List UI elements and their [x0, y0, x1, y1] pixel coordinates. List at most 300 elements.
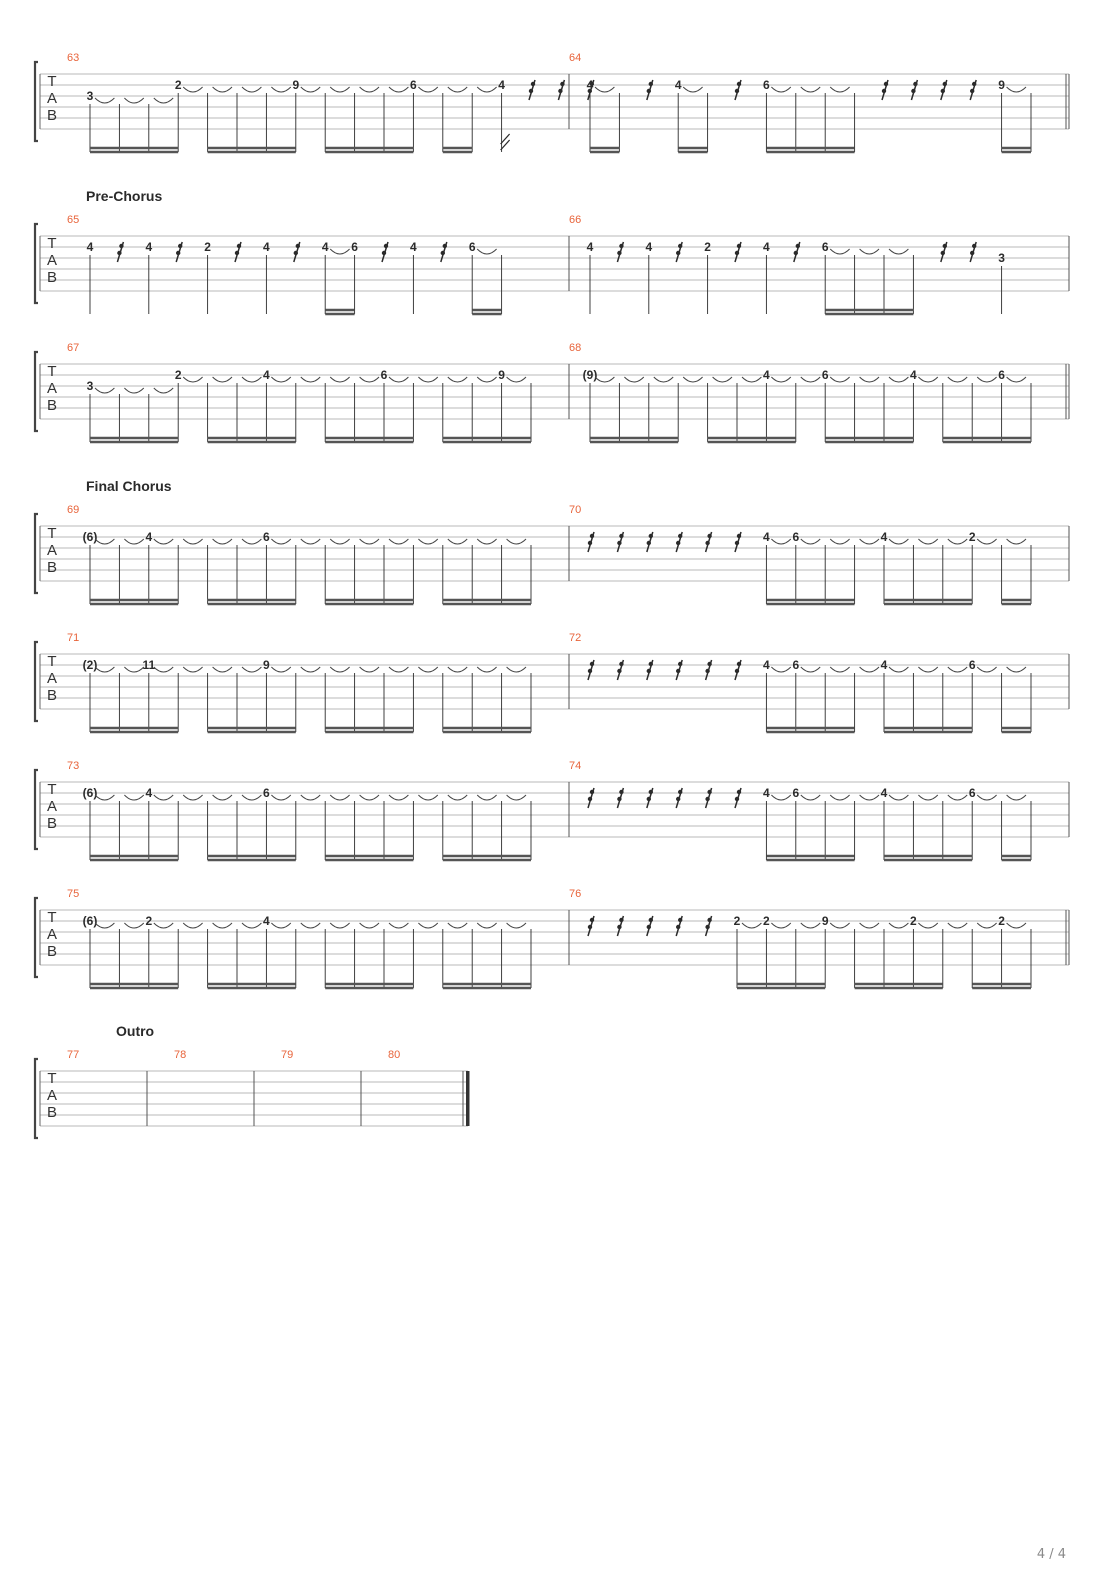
tie-arc	[860, 667, 879, 672]
tie-arc	[389, 923, 408, 928]
rest-flag	[382, 251, 386, 255]
bar-number: 71	[67, 632, 80, 644]
rest-flag	[384, 244, 388, 248]
bar-number: 64	[569, 52, 582, 64]
tie-arc	[889, 667, 908, 672]
fret-number: 4	[763, 368, 770, 382]
tie-arc	[389, 795, 408, 800]
measure	[67, 342, 569, 442]
tab-clef-letter: T	[47, 73, 57, 90]
measure	[67, 760, 569, 860]
bar-number: 68	[569, 342, 582, 354]
end-barline-thick	[466, 1071, 470, 1126]
tie-arc	[242, 377, 261, 382]
fret-number: 3	[86, 379, 94, 393]
rest-flag	[676, 669, 680, 673]
tie-arc	[389, 539, 408, 544]
tie-arc	[507, 539, 526, 544]
rest-flag	[737, 662, 741, 666]
tie-arc	[418, 795, 437, 800]
tie-arc	[830, 249, 849, 254]
fret-number: 3	[998, 251, 1005, 265]
tie-arc	[860, 249, 879, 254]
tie-arc	[918, 377, 937, 382]
measure	[569, 214, 1069, 314]
measure	[569, 342, 1069, 442]
rest-flag	[913, 82, 917, 86]
tie-arc	[330, 377, 349, 382]
tie-arc	[889, 539, 908, 544]
fret-number: 6	[410, 78, 417, 92]
fret-number: 4	[86, 240, 94, 254]
tie-arc	[771, 923, 790, 928]
fret-number: 4	[763, 240, 770, 254]
rest-flag	[884, 82, 888, 86]
measure	[569, 632, 1069, 732]
tab-clef-letter: B	[46, 943, 58, 960]
fret-number: 2	[733, 914, 741, 928]
fret-number: 2	[145, 914, 153, 928]
tie-arc	[213, 667, 232, 672]
tab-system	[35, 342, 1069, 442]
rest-flag	[735, 251, 739, 255]
fret-number: 11	[142, 658, 156, 672]
rest-flag	[970, 251, 974, 255]
rest-flag	[619, 918, 623, 922]
tie-arc	[418, 539, 437, 544]
fret-number: 9	[498, 368, 505, 382]
tab-clef-letter: B	[46, 107, 58, 124]
tie-arc	[95, 388, 114, 393]
tie-arc	[242, 795, 261, 800]
tie-arc	[477, 87, 496, 92]
page-number: 4 / 4	[1036, 1547, 1066, 1562]
fret-number: 6	[351, 240, 358, 254]
measure	[67, 504, 569, 604]
fret-number: 2	[204, 240, 211, 254]
rest-flag	[619, 534, 623, 538]
tie-arc	[389, 87, 408, 92]
tie-arc	[154, 667, 173, 672]
bar-number: 78	[174, 1049, 187, 1061]
tie-arc	[860, 795, 879, 800]
measure	[67, 888, 569, 988]
tie-arc	[330, 795, 349, 800]
system-bracket	[35, 898, 38, 977]
rest-flag	[649, 82, 653, 86]
fret-number: 6	[468, 240, 476, 254]
bar-number: 76	[569, 888, 582, 900]
section-label: Pre-Chorus	[86, 188, 163, 204]
tie-arc	[977, 923, 996, 928]
rest-flag	[617, 925, 621, 929]
rest-flag	[176, 251, 180, 255]
tie-arc	[830, 539, 849, 544]
tie-arc	[301, 377, 320, 382]
tie-arc	[1007, 87, 1026, 92]
tie-arc	[477, 539, 496, 544]
rest-flag	[943, 82, 947, 86]
tie-arc	[948, 795, 967, 800]
tab-clef-letter: T	[47, 781, 57, 798]
tab-system	[35, 1023, 470, 1138]
fret-number: 4	[674, 78, 682, 92]
bar-number: 70	[569, 504, 582, 516]
system-bracket	[35, 62, 38, 141]
tie-arc	[948, 923, 967, 928]
tab-clef-letter: A	[46, 1087, 58, 1104]
rest-flag	[705, 797, 709, 801]
fret-number: 2	[910, 914, 917, 928]
system-bracket	[35, 352, 38, 431]
tie-arc	[477, 923, 496, 928]
rest-flag	[678, 244, 682, 248]
tie-arc	[624, 377, 643, 382]
fret-number: 2	[968, 530, 976, 544]
tie-arc	[95, 539, 114, 544]
tie-arc	[1007, 795, 1026, 800]
measure	[67, 632, 569, 732]
rest-flag	[678, 790, 682, 794]
tab-system	[35, 478, 1069, 604]
tie-arc	[830, 87, 849, 92]
rest-flag	[119, 244, 123, 248]
rest-flag	[649, 790, 653, 794]
tie-arc	[301, 87, 320, 92]
tie-arc	[124, 388, 143, 393]
tie-arc	[360, 795, 379, 800]
measure	[281, 1049, 361, 1126]
fret-number: 2	[174, 368, 182, 382]
tie-arc	[889, 249, 908, 254]
tie-arc	[418, 923, 437, 928]
tie-arc	[889, 923, 908, 928]
fret-number: 4	[145, 530, 153, 544]
rest-flag	[617, 251, 621, 255]
tie-arc	[183, 923, 202, 928]
tie-arc	[301, 923, 320, 928]
tie-arc	[271, 377, 290, 382]
fret-number: 6	[263, 786, 270, 800]
fret-number: 6	[968, 658, 976, 672]
tie-arc	[918, 667, 937, 672]
rest-flag	[529, 89, 533, 93]
fret-number: 6	[380, 368, 388, 382]
tie-arc	[860, 377, 879, 382]
fret-number: (6)	[82, 914, 98, 928]
tie-arc	[301, 795, 320, 800]
tie-arc	[477, 795, 496, 800]
rest-flag	[588, 669, 592, 673]
rest-flag	[794, 251, 798, 255]
tie-arc	[948, 539, 967, 544]
fret-number: 4	[263, 914, 270, 928]
tie-arc	[301, 539, 320, 544]
tie-arc	[448, 377, 467, 382]
tie-arc	[271, 923, 290, 928]
tie-arc	[124, 667, 143, 672]
rest-flag	[678, 662, 682, 666]
tie-arc	[948, 377, 967, 382]
rest-flag	[707, 790, 711, 794]
measure	[569, 760, 1069, 860]
tab-clef-letter: B	[46, 815, 58, 832]
fret-number: (6)	[82, 530, 98, 544]
tab-clef-letter: B	[46, 269, 58, 286]
tie-arc	[389, 377, 408, 382]
fret-number: 6	[792, 530, 800, 544]
tie-arc	[477, 377, 496, 382]
tie-arc	[271, 667, 290, 672]
tab-clef-letter: T	[47, 1070, 57, 1087]
tab-clef-letter: A	[46, 926, 58, 943]
rest-flag	[678, 918, 682, 922]
tie-arc	[830, 667, 849, 672]
tie-arc	[683, 377, 702, 382]
rest-flag	[705, 669, 709, 673]
rest-flag	[941, 89, 945, 93]
rest-flag	[178, 244, 182, 248]
bar-number: 75	[67, 888, 80, 900]
tie-arc	[213, 539, 232, 544]
tie-arc	[360, 87, 379, 92]
fret-number: (2)	[82, 658, 98, 672]
bar-number: 79	[281, 1049, 294, 1061]
tie-arc	[977, 795, 996, 800]
rest-flag	[588, 541, 592, 545]
bar-number: 69	[67, 504, 80, 516]
tie-arc	[507, 795, 526, 800]
fret-number: 4	[763, 786, 770, 800]
tie-arc	[830, 795, 849, 800]
tab-clef-letter: B	[46, 1104, 58, 1121]
system-bracket	[35, 770, 38, 849]
tie-arc	[242, 667, 261, 672]
tie-arc	[448, 667, 467, 672]
rest-flag	[647, 797, 651, 801]
tie-arc	[654, 377, 673, 382]
fret-number: 6	[263, 530, 270, 544]
fret-number: 9	[292, 78, 300, 92]
fret-number: 4	[763, 530, 770, 544]
fret-number: 9	[998, 78, 1005, 92]
rest-flag	[649, 918, 653, 922]
tie-arc	[948, 667, 967, 672]
rest-flag	[735, 541, 739, 545]
rest-flag	[707, 918, 711, 922]
rest-flag	[707, 534, 711, 538]
tie-arc	[477, 667, 496, 672]
fret-number: 6	[792, 658, 800, 672]
fret-number: 4	[880, 658, 888, 672]
system-bracket	[35, 1059, 38, 1138]
tie-arc	[154, 98, 173, 103]
rest-flag	[941, 251, 945, 255]
tie-arc	[360, 923, 379, 928]
rest-flag	[590, 534, 594, 538]
tie-arc	[213, 87, 232, 92]
rest-flag	[707, 662, 711, 666]
tie-arc	[242, 923, 261, 928]
rest-flag	[911, 89, 915, 93]
measure	[174, 1049, 254, 1126]
tie-arc	[271, 539, 290, 544]
rest-flag	[558, 89, 562, 93]
rest-flag	[531, 82, 535, 86]
tie-arc	[330, 539, 349, 544]
rest-flag	[647, 89, 651, 93]
rest-flag	[647, 669, 651, 673]
measure	[67, 52, 594, 152]
tie-arc	[1007, 377, 1026, 382]
measure	[388, 1049, 468, 1126]
tie-arc	[154, 923, 173, 928]
fret-number: 4	[880, 786, 888, 800]
tie-arc	[183, 667, 202, 672]
tie-arc	[124, 795, 143, 800]
tie-arc	[124, 98, 143, 103]
rest-flag	[588, 797, 592, 801]
fret-number: 9	[821, 914, 829, 928]
rest-flag	[617, 797, 621, 801]
tie-arc	[801, 87, 820, 92]
rest-flag	[796, 244, 800, 248]
tie-arc	[889, 377, 908, 382]
rest-flag	[676, 541, 680, 545]
bar-number: 72	[569, 632, 582, 644]
tie-arc	[977, 667, 996, 672]
tie-arc	[124, 923, 143, 928]
rest-flag	[676, 251, 680, 255]
tie-arc	[889, 795, 908, 800]
tab-clef-letter: T	[47, 363, 57, 380]
rest-flag	[117, 251, 121, 255]
fret-number: 4	[645, 240, 653, 254]
fret-number: 2	[763, 914, 770, 928]
tab-system	[35, 52, 1069, 152]
tie-arc	[918, 795, 937, 800]
tie-arc	[95, 923, 114, 928]
tab-system	[35, 760, 1069, 860]
tab-clef-letter: T	[47, 235, 57, 252]
tie-arc	[918, 539, 937, 544]
tie-arc	[448, 923, 467, 928]
bar-number: 66	[569, 214, 582, 226]
bar-number: 74	[569, 760, 582, 772]
tie-arc	[771, 87, 790, 92]
tie-arc	[154, 388, 173, 393]
tie-arc	[1007, 667, 1026, 672]
fret-number: (6)	[82, 786, 98, 800]
tie-arc	[448, 795, 467, 800]
tab-clef-letter: A	[46, 798, 58, 815]
rest-flag	[560, 82, 564, 86]
rest-flag	[970, 89, 974, 93]
rest-flag	[296, 244, 300, 248]
fret-number: 4	[145, 786, 153, 800]
tab-system	[35, 632, 1069, 732]
tie-arc	[418, 377, 437, 382]
fret-number: 2	[704, 240, 711, 254]
tie-arc	[154, 539, 173, 544]
fret-number: 6	[763, 78, 770, 92]
fret-number: 4	[910, 368, 917, 382]
fret-number: (9)	[582, 368, 598, 382]
rest-flag	[294, 251, 298, 255]
tie-arc	[477, 249, 496, 254]
bar-number: 73	[67, 760, 80, 772]
tie-arc	[360, 667, 379, 672]
tab-clef-letter: T	[47, 909, 57, 926]
tab-system	[35, 888, 1069, 988]
tie-arc	[418, 667, 437, 672]
tie-arc	[242, 539, 261, 544]
tie-arc	[771, 667, 790, 672]
rest-flag	[619, 662, 623, 666]
section-label: Final Chorus	[86, 478, 172, 494]
fret-number: 6	[998, 368, 1005, 382]
fret-number: 9	[263, 658, 270, 672]
fret-number: 6	[792, 786, 800, 800]
rest-flag	[735, 89, 739, 93]
bar-number: 63	[67, 52, 80, 64]
tie-arc	[1007, 539, 1026, 544]
tab-clef-letter: A	[46, 670, 58, 687]
tab-clef-letter: A	[46, 380, 58, 397]
rest-flag	[676, 925, 680, 929]
bar-number: 80	[388, 1049, 401, 1061]
rest-flag	[882, 89, 886, 93]
system-bracket	[35, 642, 38, 721]
tab-system	[35, 188, 1069, 314]
measure	[67, 1049, 147, 1126]
tie-arc	[683, 87, 702, 92]
fret-number: 4	[498, 78, 505, 92]
tie-arc	[507, 923, 526, 928]
rest-flag	[237, 244, 241, 248]
rest-flag	[737, 534, 741, 538]
tie-arc	[918, 923, 937, 928]
tie-arc	[830, 923, 849, 928]
tie-arc	[183, 87, 202, 92]
fret-number: 4	[763, 658, 770, 672]
rest-flag	[676, 797, 680, 801]
measure	[569, 888, 1069, 988]
tie-arc	[95, 667, 114, 672]
rest-flag	[943, 244, 947, 248]
tie-arc	[860, 539, 879, 544]
bar-number: 67	[67, 342, 80, 354]
fret-number: 2	[174, 78, 182, 92]
tie-arc	[271, 795, 290, 800]
rest-flag	[590, 662, 594, 666]
rest-flag	[678, 534, 682, 538]
tie-arc	[801, 667, 820, 672]
tab-clef-letter: A	[46, 542, 58, 559]
tie-arc	[330, 667, 349, 672]
tab-clef-letter: A	[46, 252, 58, 269]
rest-flag	[647, 541, 651, 545]
rest-flag	[705, 925, 709, 929]
tie-arc	[1007, 923, 1026, 928]
tie-arc	[242, 87, 261, 92]
tab-clef-letter: T	[47, 525, 57, 542]
fret-number: 6	[968, 786, 976, 800]
tie-arc	[771, 795, 790, 800]
rest-flag	[647, 925, 651, 929]
rest-flag	[649, 662, 653, 666]
tie-arc	[507, 377, 526, 382]
